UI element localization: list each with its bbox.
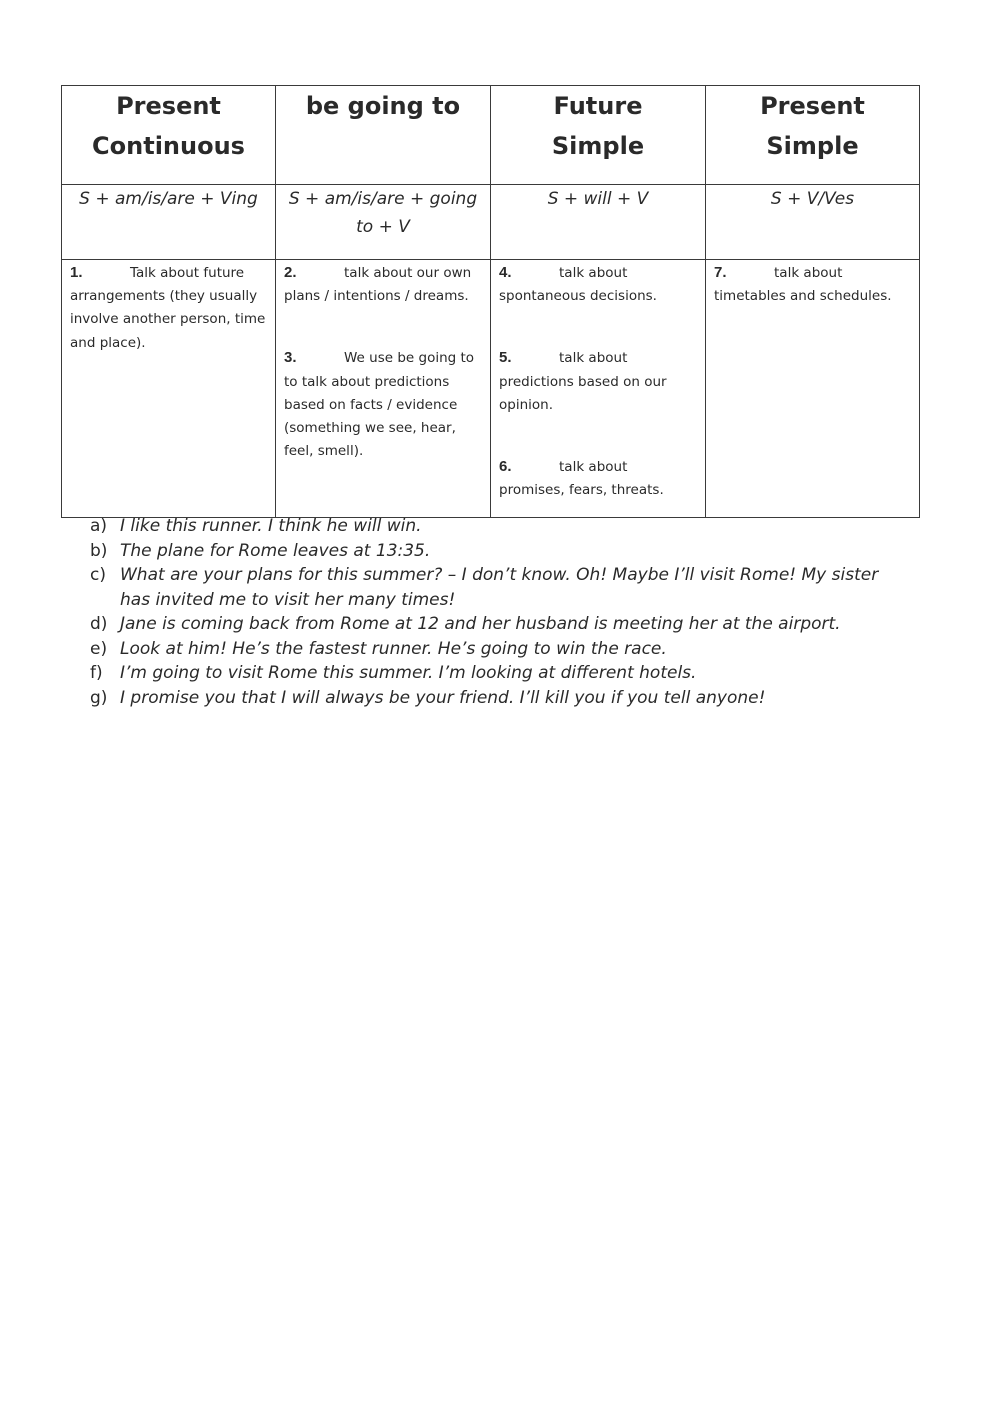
uses-present-continuous bbox=[62, 260, 276, 518]
header-present-continuous: Present Continuous bbox=[62, 86, 276, 185]
example-item-d: d) Jane is coming back from Rome at 12 and her husband is meeting her at the airport. bbox=[90, 614, 841, 634]
use-item: 4. talk about spontaneous decisions. bbox=[499, 264, 657, 305]
use-item: 3. We use be going to to talk about predictions based on facts / evidence (something we see, hear, feel, smell). bbox=[284, 349, 475, 460]
uses-present-simple bbox=[706, 260, 920, 518]
use-item: 7. talk about timetables and schedules. bbox=[714, 264, 892, 305]
header-present-simple: Present Simple bbox=[706, 86, 920, 185]
form-future-simple: S + will + V bbox=[491, 185, 706, 260]
uses-be-going-to bbox=[276, 260, 491, 518]
use-item: 2. talk about our own plans / intentions / dreams. bbox=[284, 264, 472, 305]
example-sentences-list bbox=[90, 514, 900, 710]
example-item-e: e) Look at him! He’s the fastest runner. He’s going to win the race. bbox=[90, 638, 667, 659]
header-future-simple: Future Simple bbox=[491, 86, 706, 185]
form-present-simple: S + V/Ves bbox=[706, 185, 920, 260]
example-item-b: b) The plane for Rome leaves at 13:35. bbox=[90, 540, 431, 561]
uses-row bbox=[62, 260, 920, 518]
use-item: 1. Talk about future arrangements (they usually involve another person, time and place). bbox=[70, 264, 266, 351]
use-item: 5. talk about predictions based on our opinion. bbox=[499, 349, 667, 413]
example-item-f: f) I’m going to visit Rome this summer. I’m looking at different hotels. bbox=[90, 663, 697, 683]
future-tenses-table bbox=[61, 85, 920, 518]
header-be-going-to: be going to bbox=[276, 86, 491, 185]
uses-future-simple bbox=[491, 260, 706, 518]
use-item: 6. talk about promises, fears, threats. bbox=[499, 458, 664, 499]
form-present-continuous: S + am/is/are + Ving bbox=[62, 185, 276, 260]
header-row bbox=[62, 86, 920, 185]
example-item-g: g) I promise you that I will always be your friend. I’ll kill you if you tell anyone! bbox=[90, 687, 766, 708]
example-item-c: c) What are your plans for this summer? – I don’t know. Oh! Maybe I’ll visit Rome! My sister has invited me to visit her many times! bbox=[90, 565, 879, 610]
form-row bbox=[62, 185, 920, 260]
form-be-going-to: S + am/is/are + going to + V bbox=[276, 185, 491, 260]
example-item-a: a) I like this runner. I think he will win. bbox=[90, 516, 422, 536]
